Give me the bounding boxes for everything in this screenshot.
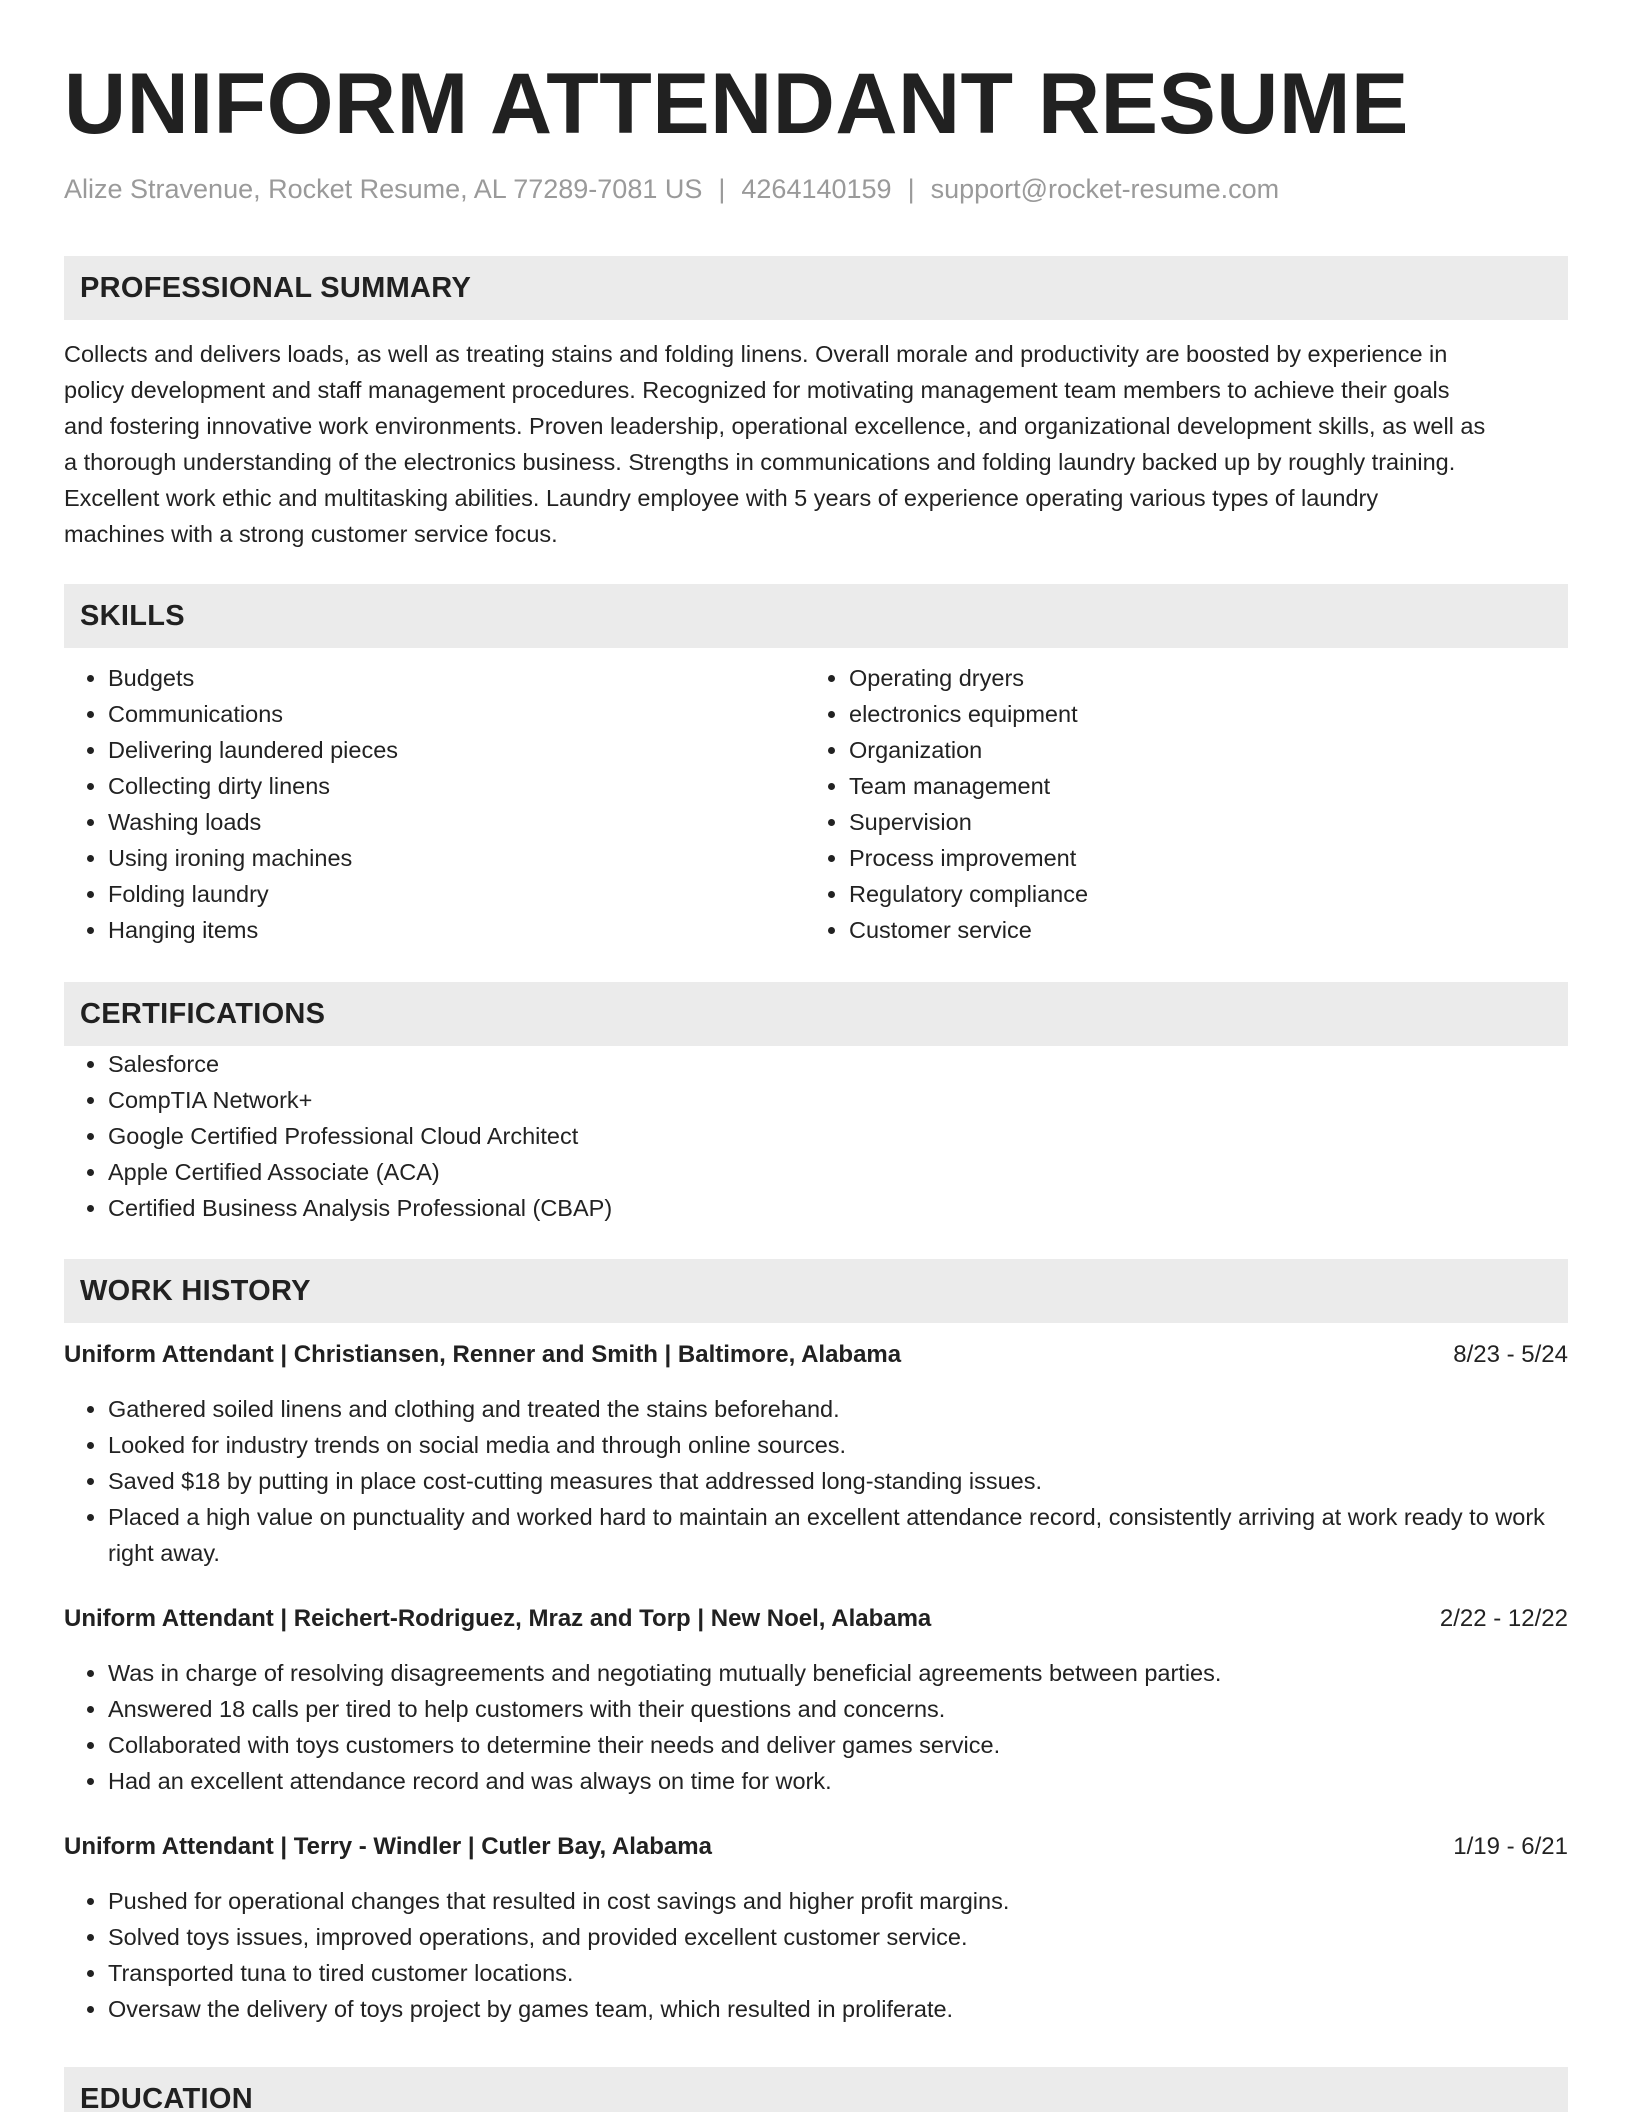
skill-item: • Communications xyxy=(108,696,805,732)
skill-item: • Folding laundry xyxy=(108,876,805,912)
contact-phone: 4264140159 xyxy=(741,174,892,204)
skill-item: • Team management xyxy=(849,768,1546,804)
contact-separator: | xyxy=(907,174,915,204)
job-title: Uniform Attendant | Terry - Windler | Cutler Bay, Alabama xyxy=(64,1833,712,1860)
section-header-work-history xyxy=(64,1259,1568,1323)
job-bullet: • Looked for industry trends on social media and through online sources. xyxy=(108,1427,1568,1463)
contact-email: support@rocket-resume.com xyxy=(930,174,1280,204)
job-bullet: • Was in charge of resolving disagreements and negotiating mutually beneficial agreements between parties. xyxy=(108,1655,1568,1691)
summary-line: Collects and delivers loads, as well as treating stains and folding linens. Overall morale and productivity are boosted by experience in xyxy=(64,341,1448,367)
job-bullets xyxy=(64,1883,1568,2027)
certification-item: • Apple Certified Associate (ACA) xyxy=(108,1154,1568,1190)
job-bullet: • Gathered soiled linens and clothing and treated the stains beforehand. xyxy=(108,1391,1568,1427)
section-title: SKILLS xyxy=(80,599,185,632)
skill-item: • Supervision xyxy=(849,804,1546,840)
job-bullets xyxy=(64,1391,1568,1571)
skills-list-right xyxy=(805,660,1546,948)
skill-item: • Organization xyxy=(849,732,1546,768)
job-dates: 1/19 - 6/21 xyxy=(1453,1833,1568,1860)
section-title: EDUCATION xyxy=(80,2082,253,2112)
summary-text xyxy=(64,336,1568,552)
skill-item: • electronics equipment xyxy=(849,696,1546,732)
job-entry xyxy=(64,1829,1568,2027)
job-bullet: • Collaborated with toys customers to determine their needs and deliver games service. xyxy=(108,1727,1568,1763)
skill-item: • Delivering laundered pieces xyxy=(108,732,805,768)
section-header-certifications xyxy=(64,982,1568,1046)
job-bullet: • Had an excellent attendance record and was always on time for work. xyxy=(108,1763,1568,1799)
section-header-education xyxy=(64,2067,1568,2112)
job-bullet: • Placed a high value on punctuality and worked hard to maintain an excellent attendance record, consistently arriving at work ready to work right away. xyxy=(108,1499,1568,1571)
skill-item: • Collecting dirty linens xyxy=(108,768,805,804)
job-dates: 2/22 - 12/22 xyxy=(1439,1605,1568,1632)
summary-line: policy development and staff management procedures. Recognized for motivating management team members to achieve their goals xyxy=(64,377,1450,403)
section-title: PROFESSIONAL SUMMARY xyxy=(80,271,472,304)
section-title: CERTIFICATIONS xyxy=(80,997,326,1030)
job-header xyxy=(64,1601,1568,1637)
certification-item: • CompTIA Network+ xyxy=(108,1082,1568,1118)
job-bullet: • Answered 18 calls per tired to help customers with their questions and concerns. xyxy=(108,1691,1568,1727)
job-entry xyxy=(64,1601,1568,1799)
section-header-skills xyxy=(64,584,1568,648)
summary-line: machines with a strong customer service focus. xyxy=(64,521,558,547)
skill-item: • Process improvement xyxy=(849,840,1546,876)
skill-item: • Operating dryers xyxy=(849,660,1546,696)
skills-list-left xyxy=(64,660,805,948)
job-header xyxy=(64,1829,1568,1865)
contact-address: Alize Stravenue, Rocket Resume, AL 77289-7081 US xyxy=(64,174,703,204)
resume-title: UNIFORM ATTENDANT RESUME xyxy=(64,56,1409,152)
summary-line: Excellent work ethic and multitasking abilities. Laundry employee with 5 years of experience operating various types of laundry xyxy=(64,485,1379,511)
job-title: Uniform Attendant | Reichert-Rodriguez, Mraz and Torp | New Noel, Alabama xyxy=(64,1605,932,1632)
job-header xyxy=(64,1337,1568,1373)
skills-column-left xyxy=(64,660,805,948)
job-bullet: • Solved toys issues, improved operations, and provided excellent customer service. xyxy=(108,1919,1568,1955)
summary-line: and fostering innovative work environments. Proven leadership, operational excellence, and organizational development skills, as well as xyxy=(64,413,1486,439)
job-dates: 8/23 - 5/24 xyxy=(1453,1341,1568,1368)
skill-item: • Budgets xyxy=(108,660,805,696)
section-title: WORK HISTORY xyxy=(80,1274,311,1307)
job-bullet: • Transported tuna to tired customer locations. xyxy=(108,1955,1568,1991)
certification-item: • Salesforce xyxy=(108,1046,1568,1082)
job-title: Uniform Attendant | Christiansen, Renner and Smith | Baltimore, Alabama xyxy=(64,1341,902,1368)
skills-grid xyxy=(64,660,1568,948)
job-bullet: • Pushed for operational changes that resulted in cost savings and higher profit margins. xyxy=(108,1883,1568,1919)
skill-item: • Customer service xyxy=(849,912,1546,948)
contact-line xyxy=(64,172,1568,206)
summary-line: a thorough understanding of the electronics business. Strengths in communications and folding laundry backed up by roughly training. xyxy=(64,449,1456,475)
skill-item: • Washing loads xyxy=(108,804,805,840)
job-entry xyxy=(64,1337,1568,1571)
job-bullet: • Oversaw the delivery of toys project by games team, which resulted in proliferate. xyxy=(108,1991,1568,2027)
certifications-list xyxy=(64,1046,1568,1226)
contact-separator: | xyxy=(718,174,726,204)
certification-item: • Certified Business Analysis Professional (CBAP) xyxy=(108,1190,1568,1226)
section-header-summary xyxy=(64,256,1568,320)
skill-item: • Regulatory compliance xyxy=(849,876,1546,912)
skills-column-right xyxy=(805,660,1546,948)
skill-item: • Using ironing machines xyxy=(108,840,805,876)
certification-item: • Google Certified Professional Cloud Architect xyxy=(108,1118,1568,1154)
job-bullet: • Saved $18 by putting in place cost-cutting measures that addressed long-standing issues. xyxy=(108,1463,1568,1499)
job-bullets xyxy=(64,1655,1568,1799)
skill-item: • Hanging items xyxy=(108,912,805,948)
